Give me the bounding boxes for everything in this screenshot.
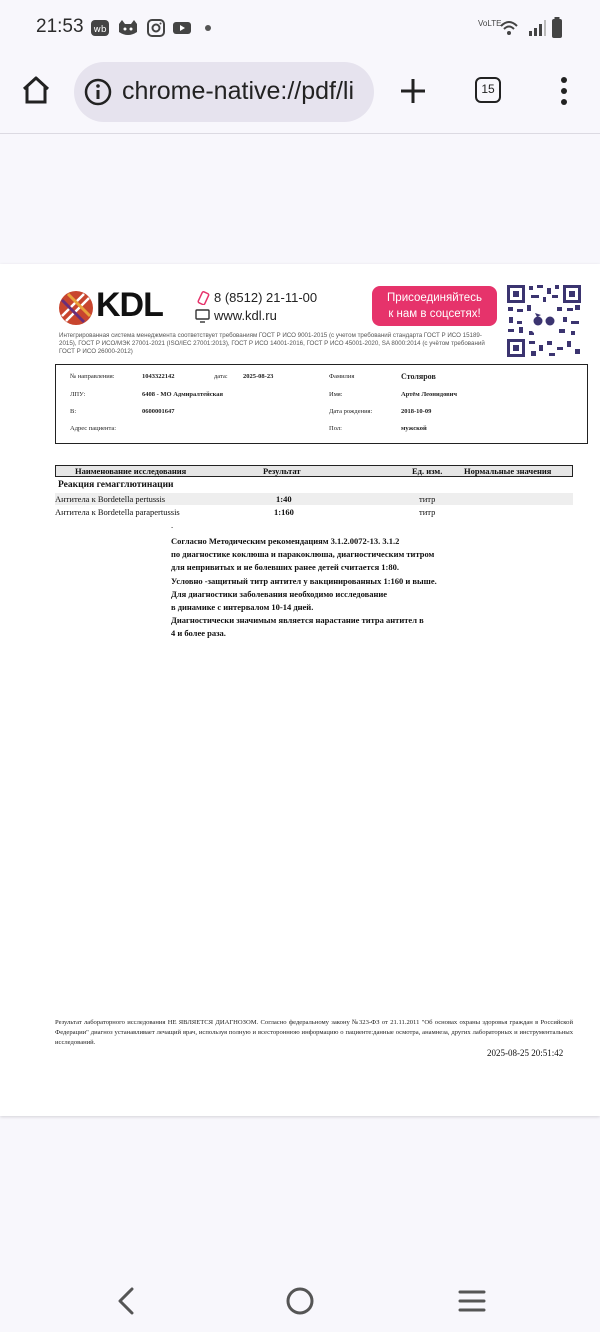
report-timestamp: 2025-08-25 20:51:42 [487, 1048, 564, 1058]
wb-icon [90, 18, 110, 38]
table-row [55, 493, 573, 505]
v-label: В: [70, 408, 77, 415]
dot-icon [201, 18, 215, 38]
lpu-label: ЛПУ: [70, 391, 86, 398]
address-label: Адрес пациента: [70, 425, 117, 432]
home-icon[interactable] [21, 75, 51, 105]
iso-certification: Интегрированная система менеджмента соответствует требованиям ГОСТ Р ИСО 9001-2015 (с учетом требований стандарта ГОСТ Р ИСО 15189-2015), ГОСТ Р ИСО/МЭК 27001-2021 (ISO/IEC 27001:2013), ГОСТ Р ИСО 14001-2016, ГОСТ Р ИСО 45001-2020, SA 8000:2014 (с учётом требований ГОСТ Р ИСО 26000-2012) [59, 332, 485, 355]
plus-icon[interactable] [398, 76, 428, 106]
instagram-icon [146, 18, 166, 38]
monitor-icon [195, 309, 210, 323]
recents-icon[interactable] [458, 1288, 486, 1314]
note-line: Согласно Методическим рекомендациям 3.1.2.0072-13. 3.1.2 [171, 536, 400, 546]
wifi-icon [499, 18, 519, 38]
promo-line-1: Присоединяйтесь [387, 292, 482, 304]
kdl-logo-icon [58, 290, 94, 326]
sex-label: Пол: [329, 425, 342, 432]
section-title: Реакция гемагглютинации [58, 480, 174, 490]
row-result: 1:160 [274, 507, 294, 517]
phone-icon [196, 291, 210, 305]
row-unit: титр [419, 507, 436, 517]
note-line: Диагностически значимым является нарастание титра антител в [171, 615, 424, 626]
disclaimer: Результат лабораторного исследования НЕ ЯВЛЯЕТСЯ ДИАГНОЗОМ. Согласно федеральному закону №323-ФЗ от 21.11.2011 "Об основах охраны здоровья граждан в Российской Федерации" диагноз устанавливает лечащий врач, используя полную и всестороннюю информацию о пациенте:данные осмотра, анамнеза, других лабораторных и инструментальных исследований. [55, 1019, 573, 1046]
tabs-icon[interactable]: 15 [475, 77, 501, 103]
address-bar[interactable] [74, 62, 374, 122]
svg-text:wb: wb [93, 25, 107, 35]
qr-code-icon [505, 283, 583, 359]
date-label: дата: [214, 373, 228, 380]
youtube-icon [172, 18, 192, 38]
note-line: по диагностике коклюша и паракоклюша, диагностическим титром [171, 549, 435, 560]
volte-icon: VoLTE [478, 19, 502, 28]
website: www.kdl.ru [214, 308, 277, 323]
back-icon[interactable] [114, 1286, 138, 1316]
patient-info-box [55, 364, 588, 444]
v-value: 0600001647 [142, 408, 175, 415]
dob-value: 2018-10-09 [401, 408, 432, 415]
cat-icon [117, 18, 139, 38]
social-promo-badge [372, 286, 497, 326]
row-unit: титр [419, 494, 436, 504]
referral-value: 1043322142 [142, 373, 175, 380]
methodology-note [171, 535, 437, 641]
url-text: chrome-native://pdf/li [122, 77, 355, 105]
navigation-bar [0, 1260, 600, 1332]
signal-icon [527, 18, 547, 38]
battery-icon [551, 17, 563, 39]
note-dot: . [171, 520, 174, 530]
note-line: Для диагностики заболевания необходимо исследование [171, 588, 388, 599]
col-name: Наименование исследования [75, 466, 187, 476]
surname-label: Фамилия [329, 373, 355, 380]
col-normal: Нормальные значения [464, 466, 552, 476]
lpu-value: 6408 - МО Адмиралтейская [142, 391, 224, 398]
referral-label: № направления: [70, 373, 115, 380]
note-line: для непривитых и не болевших ранее детей считается 1:80. [171, 562, 399, 573]
status-bar [0, 0, 600, 56]
more-icon[interactable] [552, 76, 576, 106]
date-value: 2025-08-23 [243, 373, 274, 380]
phone-number: 8 (8512) 21-11-00 [214, 290, 318, 305]
promo-line-2: к нам в соцсетях! [388, 308, 481, 320]
row-name: Антитела к Bordetella pertussis [55, 494, 166, 504]
results-table-header [55, 465, 573, 477]
dob-label: Дата рождения: [329, 408, 373, 415]
name-value: Артём Леонидович [401, 391, 458, 398]
home-circle-icon[interactable] [285, 1286, 315, 1316]
note-line: в динамике с интервалом 10-14 дней. [171, 602, 314, 613]
table-row [55, 506, 573, 518]
col-result: Результат [263, 466, 301, 476]
name-label: Имя: [329, 391, 343, 398]
col-unit: Ед. изм. [412, 466, 443, 476]
pdf-page [0, 264, 600, 1116]
brand-name: KDL [96, 286, 163, 324]
sex-value: мужской [401, 425, 427, 432]
note-line: 4 и более раза. [171, 628, 226, 639]
note-line: Условно -защитный титр антител у вакцинированных 1:160 и выше. [171, 575, 437, 586]
row-name: Антитела к Bordetella parapertussis [55, 507, 180, 517]
toolbar-divider [0, 133, 600, 134]
info-icon[interactable] [84, 78, 112, 106]
surname-value: Столяров [401, 372, 436, 381]
row-result: 1:40 [276, 494, 292, 504]
status-time: 21:53 [36, 16, 84, 37]
